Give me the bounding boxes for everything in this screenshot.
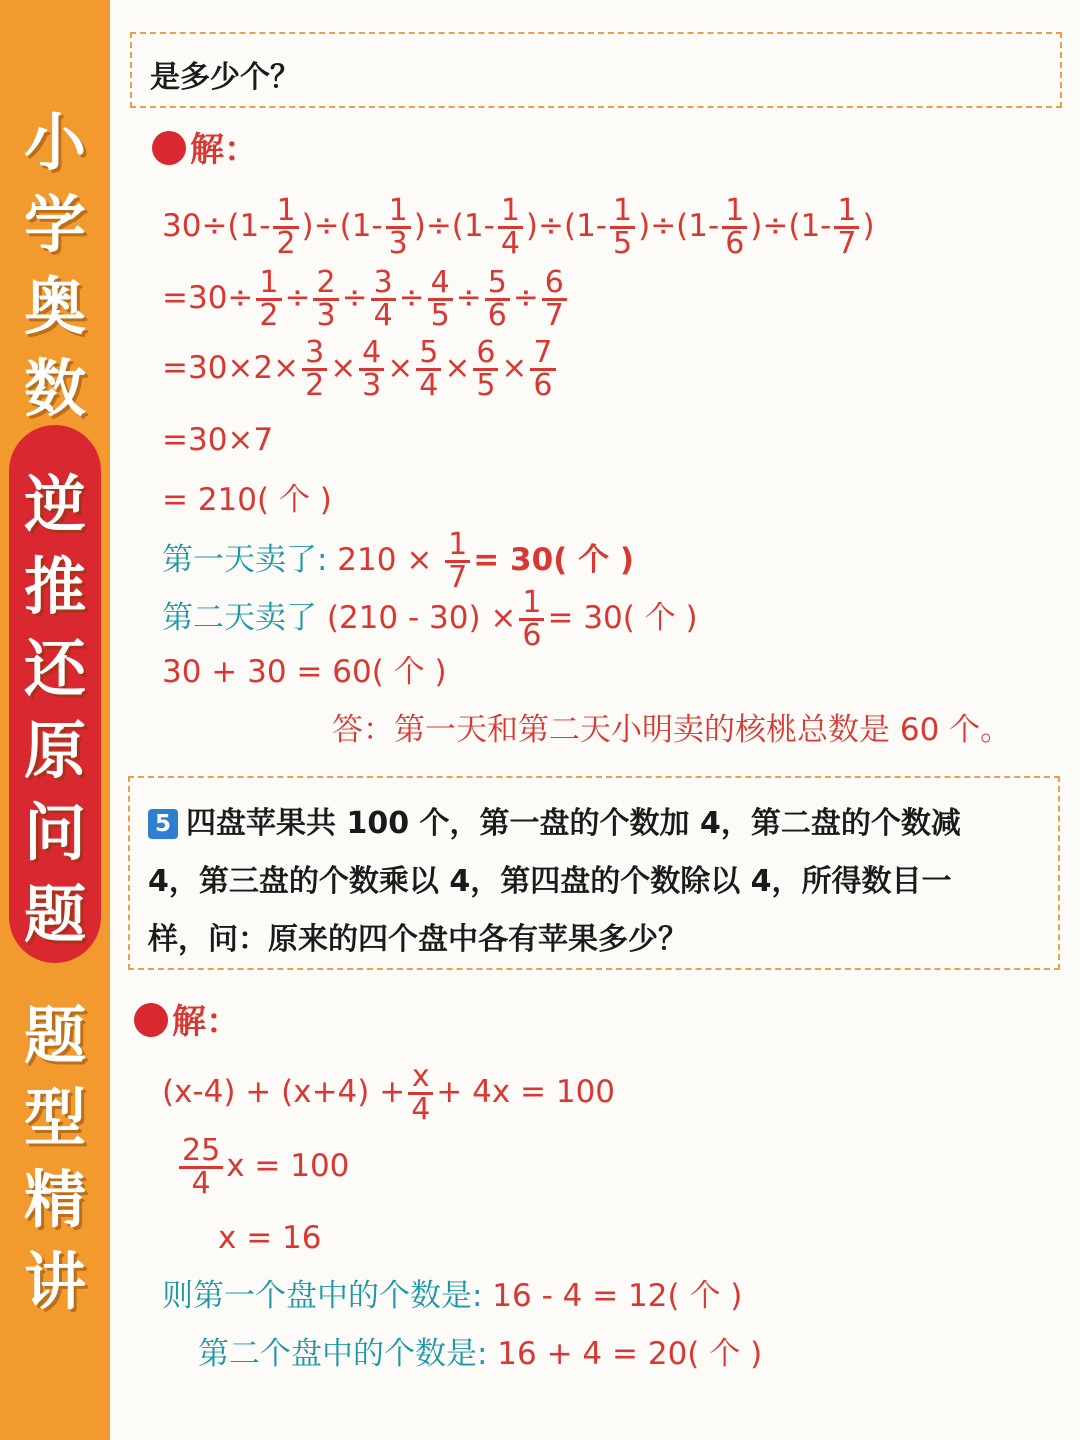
plate1-value: 16 - 4 = 12( 个 ): [482, 1278, 743, 1314]
numerator: 1: [273, 196, 298, 229]
question-line-1: [148, 798, 961, 842]
numerator: 1: [386, 196, 411, 229]
day2-line: [162, 585, 698, 653]
answer-line: 答：第一天和第二天小明卖的核桃总数是 60 个。: [332, 712, 1012, 748]
expr-lead: =30÷: [162, 280, 254, 316]
plate1-line: [162, 1276, 742, 1316]
fraction: [313, 265, 338, 333]
fraction: $\frac{1}{7}$: [445, 530, 470, 593]
fraction: $\frac{25}{4}$: [179, 1136, 223, 1199]
sidebar-char: 型: [23, 1081, 86, 1154]
solution-label: [134, 1002, 240, 1043]
numerator: 2: [313, 268, 338, 301]
plate1-label: 则第一个盘中的个数是:: [162, 1278, 483, 1314]
numerator: 7: [530, 338, 555, 371]
numerator: 4: [428, 268, 453, 301]
sidebar-char: 讲: [23, 1245, 86, 1318]
fraction: [473, 335, 498, 403]
expr-op: (1-: [451, 208, 495, 244]
denominator: 6: [533, 368, 553, 403]
solution-label: [152, 130, 258, 171]
expr-op: )÷: [750, 208, 789, 244]
expr-op: ÷: [512, 280, 539, 316]
solution-label-text: 解：: [172, 1002, 240, 1042]
day2-label: 第二天卖了: [162, 600, 317, 636]
denominator: 3: [316, 298, 336, 333]
expr-op: )÷: [301, 208, 340, 244]
solution-label-text: 解：: [190, 130, 258, 170]
fraction: [302, 335, 327, 403]
number-badge: 5: [148, 809, 178, 839]
sidebar-char: 题: [23, 878, 86, 951]
eq-part: (x-4) + (x+4) +: [162, 1074, 406, 1110]
numerator: 1: [722, 196, 747, 229]
numerator: 1: [498, 196, 523, 229]
numerator: 1: [610, 196, 635, 229]
sidebar-char: 精: [23, 1163, 86, 1236]
fraction: [371, 265, 396, 333]
eq-line-1: [162, 1059, 616, 1127]
fraction: [498, 193, 523, 261]
fraction: [256, 265, 281, 333]
day2-expr: (210 - 30) ×: [317, 600, 517, 636]
sidebar-char: 题: [23, 999, 86, 1072]
eq-line-2: [176, 1133, 350, 1201]
sidebar-char: 学: [23, 188, 86, 261]
expr-op: ×: [501, 350, 528, 386]
expr-lead: 30÷: [162, 208, 228, 244]
fraction: [485, 265, 510, 333]
expr-line-4: =30×7: [162, 422, 274, 458]
sidebar-char: 逆: [23, 468, 86, 541]
sidebar-char: 数: [23, 352, 86, 425]
denominator: 3: [388, 226, 408, 261]
numerator: 6: [473, 338, 498, 371]
day1-label: 第一天卖了:: [162, 542, 328, 578]
eq-line-3: x = 16: [218, 1220, 322, 1256]
numerator: 1: [256, 268, 281, 301]
expr-terms: [227, 193, 875, 261]
fraction: [542, 265, 567, 333]
denominator: 7: [837, 226, 857, 261]
expr-lead: =30×2×: [162, 350, 300, 386]
plate2-line: [198, 1334, 762, 1374]
question-line-3: 样，问：原来的四个盘中各有苹果多少？: [148, 922, 688, 957]
sidebar-char: 推: [23, 550, 86, 623]
expr-op: ÷: [284, 280, 311, 316]
expr-op: (1-: [339, 208, 383, 244]
question-text: 是多少个？: [150, 60, 300, 95]
expr-op: ×: [330, 350, 357, 386]
expr-line-2: [162, 265, 570, 333]
fraction: [834, 193, 859, 261]
red-dot-icon: [134, 1003, 168, 1037]
denominator: 5: [476, 368, 496, 403]
fraction: [359, 335, 384, 403]
denominator: 5: [430, 298, 450, 333]
numerator: 5: [485, 268, 510, 301]
expr-op: )÷: [413, 208, 452, 244]
expr-op: ): [862, 208, 875, 244]
expr-terms: [299, 335, 558, 403]
fraction: [610, 193, 635, 261]
denominator: 4: [419, 368, 439, 403]
day2-result: = 30( 个 ): [547, 600, 698, 636]
expr-op: (1-: [563, 208, 607, 244]
numerator: 6: [542, 268, 567, 301]
expr-terms: [253, 265, 569, 333]
expr-op: (1-: [227, 208, 271, 244]
expr-op: ×: [387, 350, 414, 386]
fraction: [530, 335, 555, 403]
fraction: [722, 193, 747, 261]
eq-part: + 4x = 100: [436, 1074, 616, 1110]
denominator: 2: [305, 368, 325, 403]
expr-op: ×: [444, 350, 471, 386]
fraction: $\frac{1}{6}$: [519, 588, 544, 651]
question-box-5: [128, 776, 1060, 970]
sidebar-banner: [0, 0, 110, 1440]
question-box-4: [130, 32, 1062, 108]
denominator: 3: [362, 368, 382, 403]
eq-part: x = 100: [226, 1148, 350, 1184]
expr-op: ÷: [455, 280, 482, 316]
sidebar-char: 小: [23, 106, 86, 179]
denominator: 2: [259, 298, 279, 333]
denominator: 2: [276, 226, 296, 261]
expr-op: )÷: [638, 208, 677, 244]
sidebar-char: 原: [23, 714, 86, 787]
plate2-label: 第二个盘中的个数是:: [198, 1336, 488, 1372]
expr-op: )÷: [525, 208, 564, 244]
expr-op: (1-: [676, 208, 720, 244]
plate2-value: 16 + 4 = 20( 个 ): [487, 1336, 763, 1372]
fraction: [273, 193, 298, 261]
question-line-2: 4，第三盘的个数乘以 4，第四盘的个数除以 4，所得数目一: [148, 864, 952, 899]
sidebar-char: 问: [23, 796, 86, 869]
sidebar-char: 奥: [23, 270, 86, 343]
denominator: 6: [487, 298, 507, 333]
fraction: [428, 265, 453, 333]
fraction: [386, 193, 411, 261]
sum-line: 30 + 30 = 60( 个 ): [162, 654, 447, 690]
fraction: [416, 335, 441, 403]
red-dot-icon: [152, 131, 186, 165]
question-text: 四盘苹果共 100 个，第一盘的个数加 4，第二盘的个数减: [186, 806, 961, 841]
denominator: 4: [373, 298, 393, 333]
expr-line-3: [162, 335, 559, 403]
numerator: 4: [359, 338, 384, 371]
expr-line-1: [162, 193, 875, 261]
sidebar-char: 还: [23, 632, 86, 705]
denominator: 5: [613, 226, 633, 261]
day1-result: = 30( 个 ): [473, 542, 635, 578]
expr-op: ÷: [398, 280, 425, 316]
expr-op: (1-: [788, 208, 832, 244]
denominator: 4: [500, 226, 520, 261]
day1-expr: 210 ×: [327, 542, 443, 578]
numerator: 3: [302, 338, 327, 371]
expr-op: ÷: [341, 280, 368, 316]
day1-line: [162, 527, 635, 595]
fraction: $\frac{x}{4}$: [408, 1062, 433, 1125]
expr-line-5: = 210( 个 ): [162, 482, 332, 518]
numerator: 5: [416, 338, 441, 371]
numerator: 1: [834, 196, 859, 229]
denominator: 7: [544, 298, 564, 333]
numerator: 3: [371, 268, 396, 301]
denominator: 6: [725, 226, 745, 261]
